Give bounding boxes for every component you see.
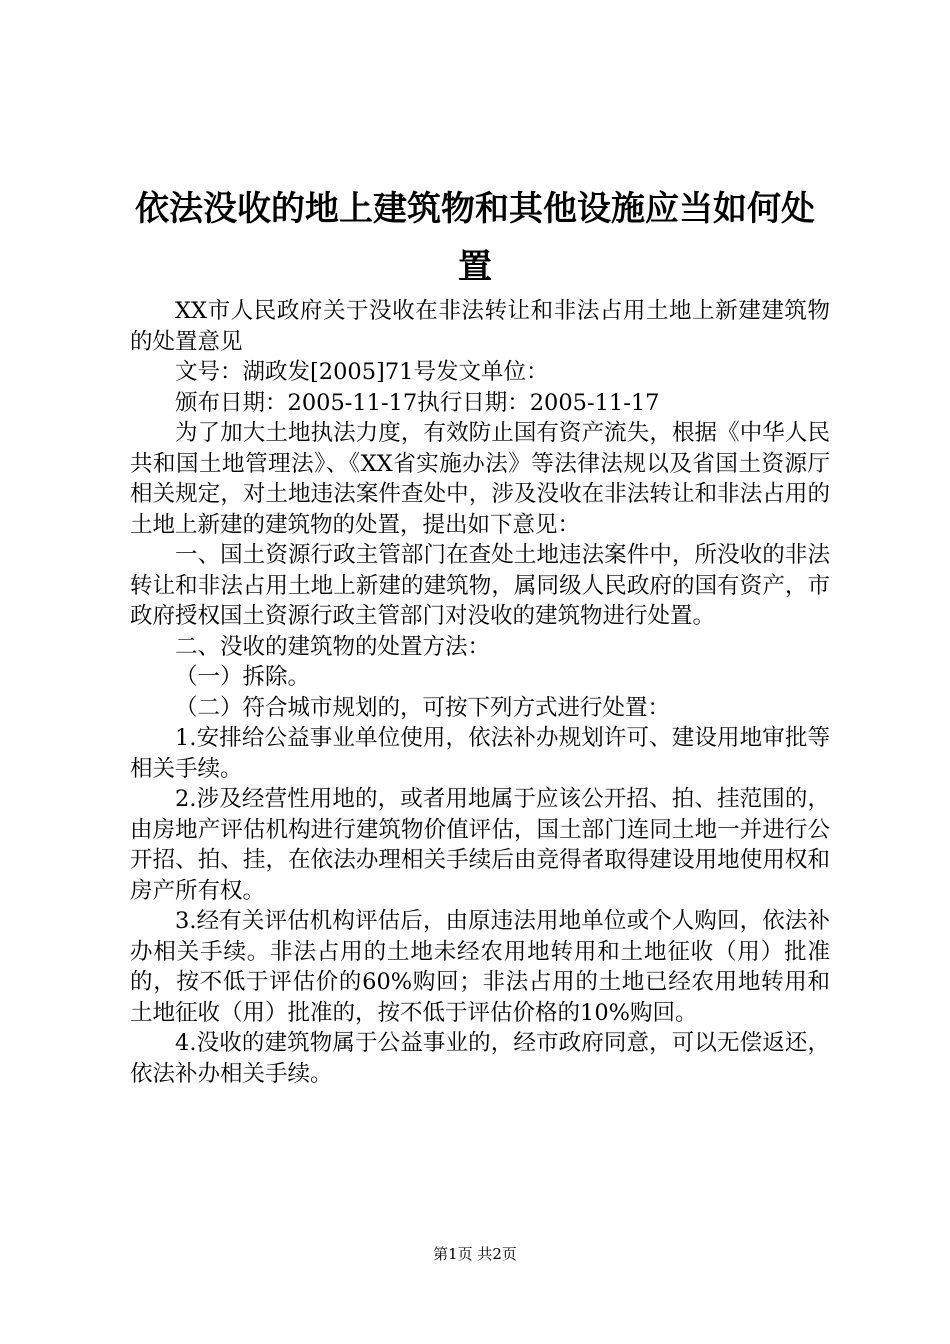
paragraph-heading-line: XX市人民政府关于没收在非法转让和非法占用土地上新建建筑物的处置意见: [130, 298, 830, 355]
paragraph-preamble: 为了加大土地执法力度，有效防止国有资产流失，根据《中华人民共和国土地管理法》、《XX省实施办法》等法律法规以及省国土资源厅相关规定，对土地违法案件查处中，涉及没收在非法转让和非法占用的土地上新建的建筑物的处置，提出如下意见：: [130, 420, 830, 538]
paragraph-method-2: 2.涉及经营性用地的，或者用地属于应该公开招、拍、挂范围的，由房地产评估机构进行建筑物价值评估，国土部门连同土地一并进行公开招、拍、挂，在依法办理相关手续后由竞得者取得建设用地使用权和房产所有权。: [130, 786, 830, 904]
paragraph-sub-item-two: （二）符合城市规划的，可按下列方式进行处置：: [175, 694, 671, 721]
page-number-footer: 第1页 共2页: [433, 1245, 517, 1263]
paragraph-sub-item-one: （一）拆除。: [175, 664, 311, 690]
document-title: 依法没收的地上建筑物和其他设施应当如何处置: [135, 189, 815, 287]
paragraph-method-3: 3.经有关评估机构评估后，由原违法用地单位或个人购回，依法补办相关手续。非法占用的土地未经农用地转用和土地征收（用）批准的，按不低于评估价的60%购回；非法占用的土地已经农用地转用和土地征收（用）批准的，按不低于评估价格的10%购回。: [130, 908, 830, 1026]
paragraph-item-two: 二、没收的建筑物的处置方法：: [175, 633, 491, 660]
paragraph-method-1: 1.安排给公益事业单位使用，依法补办规划许可、建设用地审批等相关手续。: [130, 725, 830, 782]
paragraph-dates: 颁布日期：2005-11-17执行日期：2005-11-17: [175, 389, 660, 416]
paragraph-document-number: 文号：湖政发[2005]71号发文单位：: [175, 359, 549, 385]
paragraph-method-4: 4.没收的建筑物属于公益事业的，经市政府同意，可以无偿返还，依法补办相关手续。: [130, 1030, 830, 1087]
paragraph-item-one: 一、国土资源行政主管部门在查处土地违法案件中，所没收的非法转让和非法占用土地上新建的建筑物，属同级人民政府的国有资产，市政府授权国土资源行政主管部门对没收的建筑物进行处置。: [130, 542, 830, 629]
document-body: [130, 296, 830, 1089]
